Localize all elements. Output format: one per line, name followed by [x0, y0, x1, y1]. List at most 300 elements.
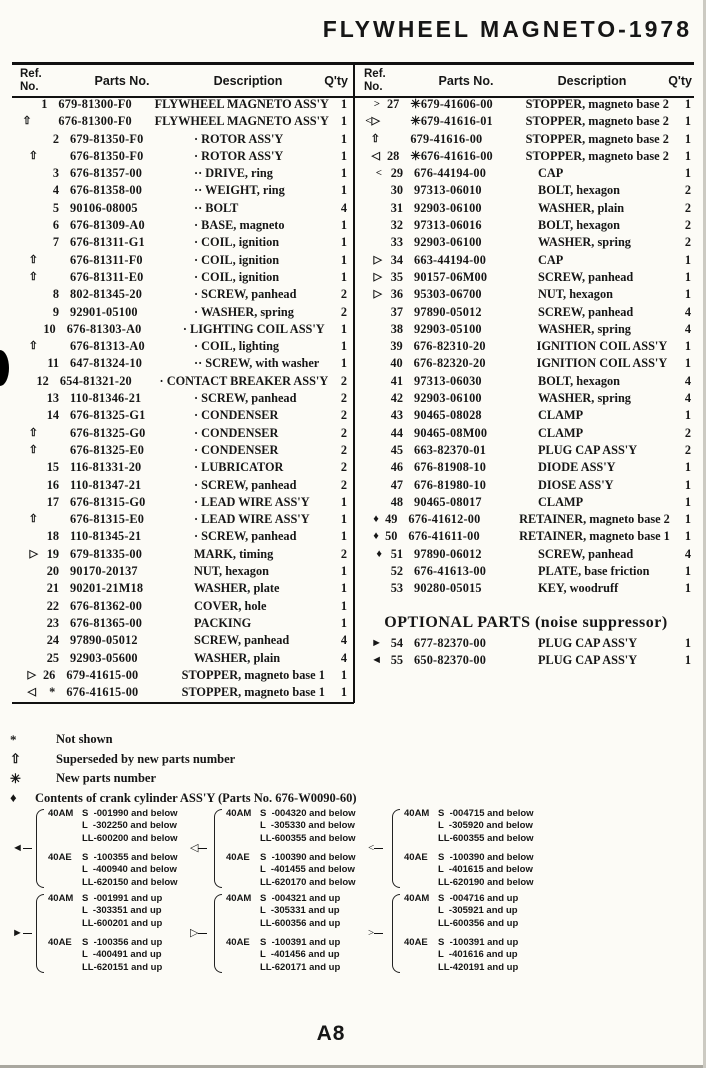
- table-row: [12, 598, 352, 615]
- row-marker: [356, 200, 382, 217]
- row-parts-no: 676-44194-00: [414, 166, 487, 181]
- row-ref-no: 17: [46, 494, 59, 509]
- row-ref-no: 38: [390, 321, 403, 336]
- row-ref-no: 11: [47, 356, 59, 371]
- row-parts-no: 92901-05100: [70, 304, 138, 319]
- row-marker: ◁: [371, 149, 380, 162]
- col-header-description: Description: [213, 73, 283, 88]
- row-parts-no: 676-81980-10: [414, 477, 487, 492]
- model-code: 40AM: [226, 892, 252, 904]
- table-row: [12, 511, 352, 528]
- row-marker: [12, 598, 38, 615]
- row-parts-no: 679-81335-00: [70, 546, 143, 561]
- row-ref-no: 46: [390, 460, 403, 475]
- arrow-stem: [23, 848, 32, 850]
- row-ref-no: 1: [41, 97, 48, 111]
- row-parts-no: 654-81321-20: [59, 373, 132, 388]
- row-marker: ⇧: [370, 132, 380, 145]
- left-parts-table: [12, 65, 352, 701]
- row-ref-no: 42: [390, 391, 403, 406]
- table-row: [12, 252, 352, 269]
- row-description: · ROTOR ASS'Y: [194, 148, 284, 163]
- row-ref-no: 53: [390, 581, 403, 596]
- arrow-icon: ▷: [190, 927, 199, 939]
- row-description: CLAMP: [538, 408, 584, 423]
- row-description: WASHER, plain: [538, 200, 625, 215]
- serial-line: L -401616 and up: [438, 949, 518, 961]
- row-qty: 1: [340, 494, 347, 509]
- row-marker: ⇧: [28, 270, 38, 283]
- table-row: [356, 200, 696, 217]
- serial-line: LL-600355 and below: [438, 832, 534, 844]
- row-marker: ⇧: [22, 115, 32, 128]
- row-marker: ◄: [371, 653, 382, 666]
- row-parts-no: ✳679-41606-00: [410, 97, 493, 111]
- row-description: PACKING: [194, 615, 252, 630]
- row-qty: 2: [340, 287, 347, 302]
- table-row: [12, 304, 352, 321]
- row-parts-no: 97313-06016: [414, 218, 482, 233]
- row-ref-no: 19: [46, 546, 59, 561]
- serial-block: [368, 891, 548, 976]
- row-parts-no: 676-81908-10: [414, 460, 487, 475]
- row-parts-no: 97890-05012: [414, 304, 482, 319]
- row-qty: 1: [684, 477, 691, 492]
- table-row: [12, 96, 352, 113]
- row-qty: 1: [684, 652, 691, 667]
- row-description: KEY, woodruff: [538, 581, 619, 596]
- row-parts-no: 90465-08017: [414, 494, 482, 509]
- row-ref-no: [38, 338, 59, 355]
- table-row: [12, 338, 352, 355]
- row-marker: [356, 234, 382, 251]
- col-header-qty: Q'ty: [668, 73, 692, 88]
- row-description: BOLT, hexagon: [538, 183, 621, 198]
- row-marker: [12, 165, 38, 182]
- row-qty: 1: [340, 615, 347, 630]
- row-description: WASHER, spring: [538, 391, 631, 406]
- serial-lines: [438, 808, 534, 846]
- row-description: ·· DRIVE, ring: [194, 166, 273, 181]
- row-marker: [356, 442, 382, 459]
- row-marker: [356, 563, 382, 580]
- row-marker: [12, 373, 32, 390]
- row-marker: ♦: [376, 547, 382, 560]
- serial-line: LL-600355 and below: [260, 832, 356, 844]
- row-marker: ▷: [27, 668, 36, 681]
- model-group: [226, 852, 356, 890]
- row-ref-no: 22: [46, 598, 59, 613]
- row-ref-no: 18: [46, 529, 59, 544]
- right-parts-table: [356, 65, 696, 669]
- row-description: FLYWHEEL MAGNETO ASS'Y: [154, 97, 329, 111]
- row-ref-no: 23: [46, 615, 59, 630]
- row-qty: 1: [340, 321, 347, 336]
- row-ref-no: 5: [52, 200, 59, 215]
- row-parts-no: 802-81345-20: [70, 287, 143, 302]
- row-marker: [12, 234, 38, 251]
- table-row: [12, 442, 352, 459]
- row-description: SCREW, panhead: [194, 633, 290, 648]
- table-row: [12, 200, 352, 217]
- serial-line: S -001990 and below: [82, 807, 178, 819]
- row-qty: 2: [340, 546, 347, 561]
- row-description: · LEAD WIRE ASS'Y: [194, 494, 310, 509]
- row-description: WASHER, spring: [538, 235, 631, 250]
- row-parts-no: 97890-05012: [70, 633, 138, 648]
- serial-block: [12, 806, 190, 891]
- row-ref-no: 6: [52, 218, 59, 233]
- table-row: [12, 148, 352, 165]
- serial-line: S -100391 and up: [438, 936, 519, 948]
- row-qty: 1: [340, 183, 347, 198]
- row-ref-no: 27: [387, 97, 400, 111]
- footnote: [10, 730, 357, 750]
- table-row: [356, 494, 696, 511]
- serial-line: S -004320 and below: [260, 807, 356, 819]
- model-group: [226, 808, 356, 846]
- table-row: [356, 321, 696, 338]
- row-marker: ⇧: [28, 426, 38, 439]
- row-ref-no: 32: [390, 218, 403, 233]
- row-ref-no: [380, 131, 399, 148]
- model-group: [404, 852, 534, 890]
- arrow-icon: ◁: [190, 842, 199, 854]
- model-group: [404, 808, 534, 846]
- serial-line: LL-420191 and up: [438, 961, 519, 973]
- table-bottom-rule: [12, 702, 354, 704]
- arrow-marker: [368, 928, 392, 939]
- row-qty: 2: [340, 304, 347, 319]
- serial-lines: [82, 852, 178, 890]
- table-row: [356, 652, 696, 669]
- row-qty: 1: [340, 339, 347, 354]
- table-row: [356, 148, 696, 165]
- row-marker: [356, 321, 382, 338]
- row-qty: 4: [340, 650, 347, 665]
- row-qty: 4: [684, 304, 691, 319]
- serial-lines: [438, 937, 518, 975]
- table-row: [12, 131, 352, 148]
- row-parts-no: 92903-06100: [414, 391, 482, 406]
- model-group: [226, 937, 340, 975]
- arrow-stem: [374, 933, 383, 935]
- footnote-text: Not shown: [56, 732, 113, 747]
- row-parts-no: 92903-06100: [414, 200, 482, 215]
- row-description: · COIL, ignition: [194, 235, 280, 250]
- arrow-marker: [190, 843, 214, 854]
- model-code: 40AE: [404, 851, 428, 863]
- row-parts-no: 676-41612-00: [408, 512, 481, 527]
- table-row: [356, 528, 696, 545]
- brace: [392, 894, 400, 973]
- parts-table: [12, 62, 698, 704]
- row-parts-no: 676-41613-00: [414, 564, 487, 579]
- row-description: CAP: [538, 252, 564, 267]
- row-qty: 4: [684, 391, 691, 406]
- table-row: [12, 650, 352, 667]
- row-description: SCREW, panhead: [538, 546, 634, 561]
- row-description: · COIL, lighting: [194, 339, 280, 354]
- table-row: [12, 615, 352, 632]
- row-description: STOPPER, magneto base 1: [181, 667, 325, 682]
- footnotes: [10, 730, 357, 808]
- right-table-body: [356, 96, 696, 598]
- row-ref-no: 12: [36, 373, 49, 388]
- row-description: STOPPER, magneto base 1: [181, 685, 325, 700]
- row-marker: ⇧: [28, 340, 38, 353]
- row-qty: 1: [684, 460, 691, 475]
- row-marker: [12, 477, 38, 494]
- row-qty: 1: [684, 131, 691, 146]
- row-qty: 2: [684, 235, 691, 250]
- row-description: PLUG CAP ASS'Y: [538, 442, 638, 457]
- serial-block: [190, 891, 368, 976]
- serial-line: S -001991 and up: [82, 892, 163, 904]
- row-qty: 1: [684, 269, 691, 284]
- table-row: [356, 131, 696, 148]
- row-qty: 1: [340, 529, 347, 544]
- row-description: WASHER, spring: [538, 321, 631, 336]
- brace: [214, 809, 222, 888]
- row-parts-no: 676-81309-A0: [70, 218, 145, 233]
- arrow-marker: [12, 928, 36, 939]
- row-ref-no: 13: [46, 391, 59, 406]
- row-parts-no: 92903-06100: [414, 235, 482, 250]
- row-qty: 1: [340, 218, 347, 233]
- row-qty: 1: [684, 564, 691, 579]
- row-description: STOPPER, magneto base 2: [525, 131, 669, 146]
- row-ref-no: 49: [385, 512, 398, 527]
- row-marker: [12, 632, 38, 649]
- row-marker: [12, 304, 38, 321]
- serial-line: LL-620171 and up: [260, 961, 341, 973]
- row-parts-no: 90201-21M18: [70, 581, 144, 596]
- row-description: STOPPER, magneto base 2: [525, 148, 669, 163]
- row-parts-no: ✳679-41616-01: [410, 114, 493, 129]
- row-parts-no: 647-81324-10: [70, 356, 143, 371]
- table-row: [356, 338, 696, 355]
- row-description: MARK, timing: [194, 546, 274, 561]
- row-description: WASHER, plain: [194, 650, 281, 665]
- serial-lines: [82, 893, 162, 931]
- model-group: [226, 893, 340, 931]
- row-marker: [356, 580, 382, 597]
- serial-line: LL-620150 and below: [82, 876, 178, 888]
- table-row: [12, 113, 352, 130]
- row-marker: [12, 563, 38, 580]
- row-marker: <▷: [365, 115, 380, 128]
- table-row: [356, 563, 696, 580]
- row-qty: 1: [340, 252, 347, 267]
- serial-line: S -004716 and up: [438, 892, 519, 904]
- serial-line: S -100391 and up: [260, 936, 341, 948]
- row-marker: ⇧: [28, 513, 38, 526]
- row-ref-no: 4: [52, 183, 59, 198]
- footnote: [10, 750, 357, 770]
- arrow-stem: [198, 933, 207, 935]
- row-marker: [12, 200, 38, 217]
- serial-line: LL-620151 and up: [82, 961, 163, 973]
- table-row: [356, 286, 696, 303]
- model-group: [48, 808, 178, 846]
- row-marker: [12, 182, 38, 199]
- row-description: CLAMP: [538, 425, 584, 440]
- table-row: [12, 528, 352, 545]
- model-group: [48, 893, 162, 931]
- row-ref-no: 14: [46, 408, 59, 423]
- table-row: [12, 355, 352, 372]
- table-row: [356, 635, 696, 652]
- table-row: [12, 286, 352, 303]
- row-ref-no: 33: [390, 235, 403, 250]
- row-ref-no: [32, 113, 48, 130]
- row-parts-no: 676-81315-E0: [70, 512, 145, 527]
- model-code: 40AM: [48, 892, 74, 904]
- row-marker: [12, 650, 38, 667]
- serial-line: L -400491 and up: [82, 949, 162, 961]
- no-label: No.: [364, 80, 383, 93]
- row-parts-no: 679-81300-F0: [58, 97, 132, 111]
- row-marker: [12, 528, 38, 545]
- row-description: DIODE ASS'Y: [538, 460, 616, 475]
- row-parts-no: 676-81311-F0: [70, 252, 143, 267]
- row-parts-no: 663-44194-00: [414, 252, 487, 267]
- row-description: NUT, hexagon: [194, 564, 269, 579]
- table-row: [12, 667, 352, 684]
- row-description: DIOSE ASS'Y: [538, 477, 614, 492]
- row-description: SCREW, panhead: [538, 304, 634, 319]
- row-parts-no: 676-81358-00: [70, 183, 143, 198]
- arrow-marker: [12, 843, 36, 854]
- model-groups: [48, 808, 178, 890]
- row-parts-no: 679-41615-00: [66, 667, 139, 682]
- row-parts-no: 97313-06010: [414, 183, 482, 198]
- row-qty: 1: [340, 235, 347, 250]
- serial-line: L -305330 and below: [260, 820, 355, 832]
- binding-mark: [0, 350, 9, 386]
- row-description: PLUG CAP ASS'Y: [538, 652, 638, 667]
- row-marker: ◁: [27, 686, 36, 699]
- model-code: 40AE: [404, 936, 428, 948]
- row-parts-no: ✳676-41616-00: [410, 148, 493, 163]
- table-row: [356, 459, 696, 476]
- row-parts-no: 97313-06030: [414, 373, 482, 388]
- row-qty: 1: [684, 166, 691, 181]
- row-ref-no: 3: [52, 166, 59, 181]
- serial-lines: [260, 893, 340, 931]
- row-description: ·· WEIGHT, ring: [194, 183, 285, 198]
- row-description: STOPPER, magneto base 2: [525, 114, 669, 129]
- table-row: [356, 580, 696, 597]
- row-marker: [356, 355, 382, 372]
- row-parts-no: 90170-20137: [70, 564, 138, 579]
- row-parts-no: 90465-08028: [414, 408, 482, 423]
- col-header-ref-no: [356, 68, 410, 93]
- row-marker: ⇧: [28, 149, 38, 162]
- row-qty: 2: [340, 442, 347, 457]
- row-parts-no: 676-81357-00: [70, 166, 143, 181]
- serial-block: [12, 891, 190, 976]
- row-ref-no: 43: [390, 408, 403, 423]
- row-description: · CONDENSER: [194, 425, 279, 440]
- col-header-qty: Q'ty: [324, 73, 348, 88]
- arrow-stem: [198, 848, 207, 850]
- row-description: · SCREW, panhead: [194, 391, 297, 406]
- row-qty: 1: [340, 166, 347, 181]
- serial-lines: [260, 852, 356, 890]
- row-qty: 4: [684, 546, 691, 561]
- row-qty: 1: [340, 598, 347, 613]
- serial-block: [368, 806, 548, 891]
- row-marker: [356, 338, 382, 355]
- row-description: IGNITION COIL ASS'Y: [536, 356, 668, 371]
- row-description: SCREW, panhead: [538, 269, 634, 284]
- row-marker: [356, 217, 382, 234]
- serial-lines: [438, 852, 534, 890]
- row-qty: 1: [684, 408, 691, 423]
- row-marker: ▷: [373, 270, 382, 283]
- model-groups: [404, 808, 534, 890]
- table-row: [356, 355, 696, 372]
- row-ref-no: 30: [390, 183, 403, 198]
- model-group: [404, 937, 518, 975]
- row-qty: 1: [684, 494, 691, 509]
- row-marker: [356, 459, 382, 476]
- row-description: RETAINER, magneto base 2: [519, 512, 670, 527]
- row-ref-no: 52: [390, 564, 403, 579]
- brace: [36, 894, 44, 973]
- row-qty: 1: [684, 97, 691, 111]
- row-ref-no: 31: [390, 200, 403, 215]
- footnote-text: Superseded by new parts number: [56, 751, 236, 766]
- model-group: [48, 852, 178, 890]
- table-row: [12, 425, 352, 442]
- row-ref-no: 15: [46, 460, 59, 475]
- row-ref-no: 51: [390, 546, 403, 561]
- row-description: · SCREW, panhead: [194, 287, 297, 302]
- arrow-marker: [368, 843, 392, 854]
- brace: [214, 894, 222, 973]
- col-header-parts-no: Parts No.: [438, 73, 494, 88]
- row-parts-no: 676-41615-00: [66, 685, 139, 700]
- table-row: [12, 546, 352, 563]
- row-qty: 1: [340, 356, 347, 371]
- row-parts-no: 663-82370-01: [414, 442, 487, 457]
- row-parts-no: 97890-06012: [414, 546, 482, 561]
- row-description: · CONTACT BREAKER ASS'Y: [159, 373, 329, 388]
- row-marker: ♦: [373, 513, 379, 526]
- row-parts-no: 92903-05100: [414, 321, 482, 336]
- row-marker: <: [375, 167, 382, 180]
- row-parts-no: 90106-08005: [70, 200, 138, 215]
- row-qty: 2: [684, 442, 691, 457]
- table-row: [12, 477, 352, 494]
- table-row: [356, 182, 696, 199]
- row-parts-no: 676-81365-00: [70, 615, 143, 630]
- row-qty: 1: [340, 148, 347, 163]
- left-table-header: [12, 65, 352, 96]
- table-row: [12, 373, 352, 390]
- row-description: · CONDENSER: [194, 442, 279, 457]
- row-marker: [12, 390, 38, 407]
- serial-block: [190, 806, 368, 891]
- table-center-divider: [353, 62, 355, 703]
- row-marker: [12, 459, 38, 476]
- row-ref-no: 35: [390, 269, 403, 284]
- table-row: [356, 407, 696, 424]
- row-parts-no: 90157-06M00: [414, 269, 488, 284]
